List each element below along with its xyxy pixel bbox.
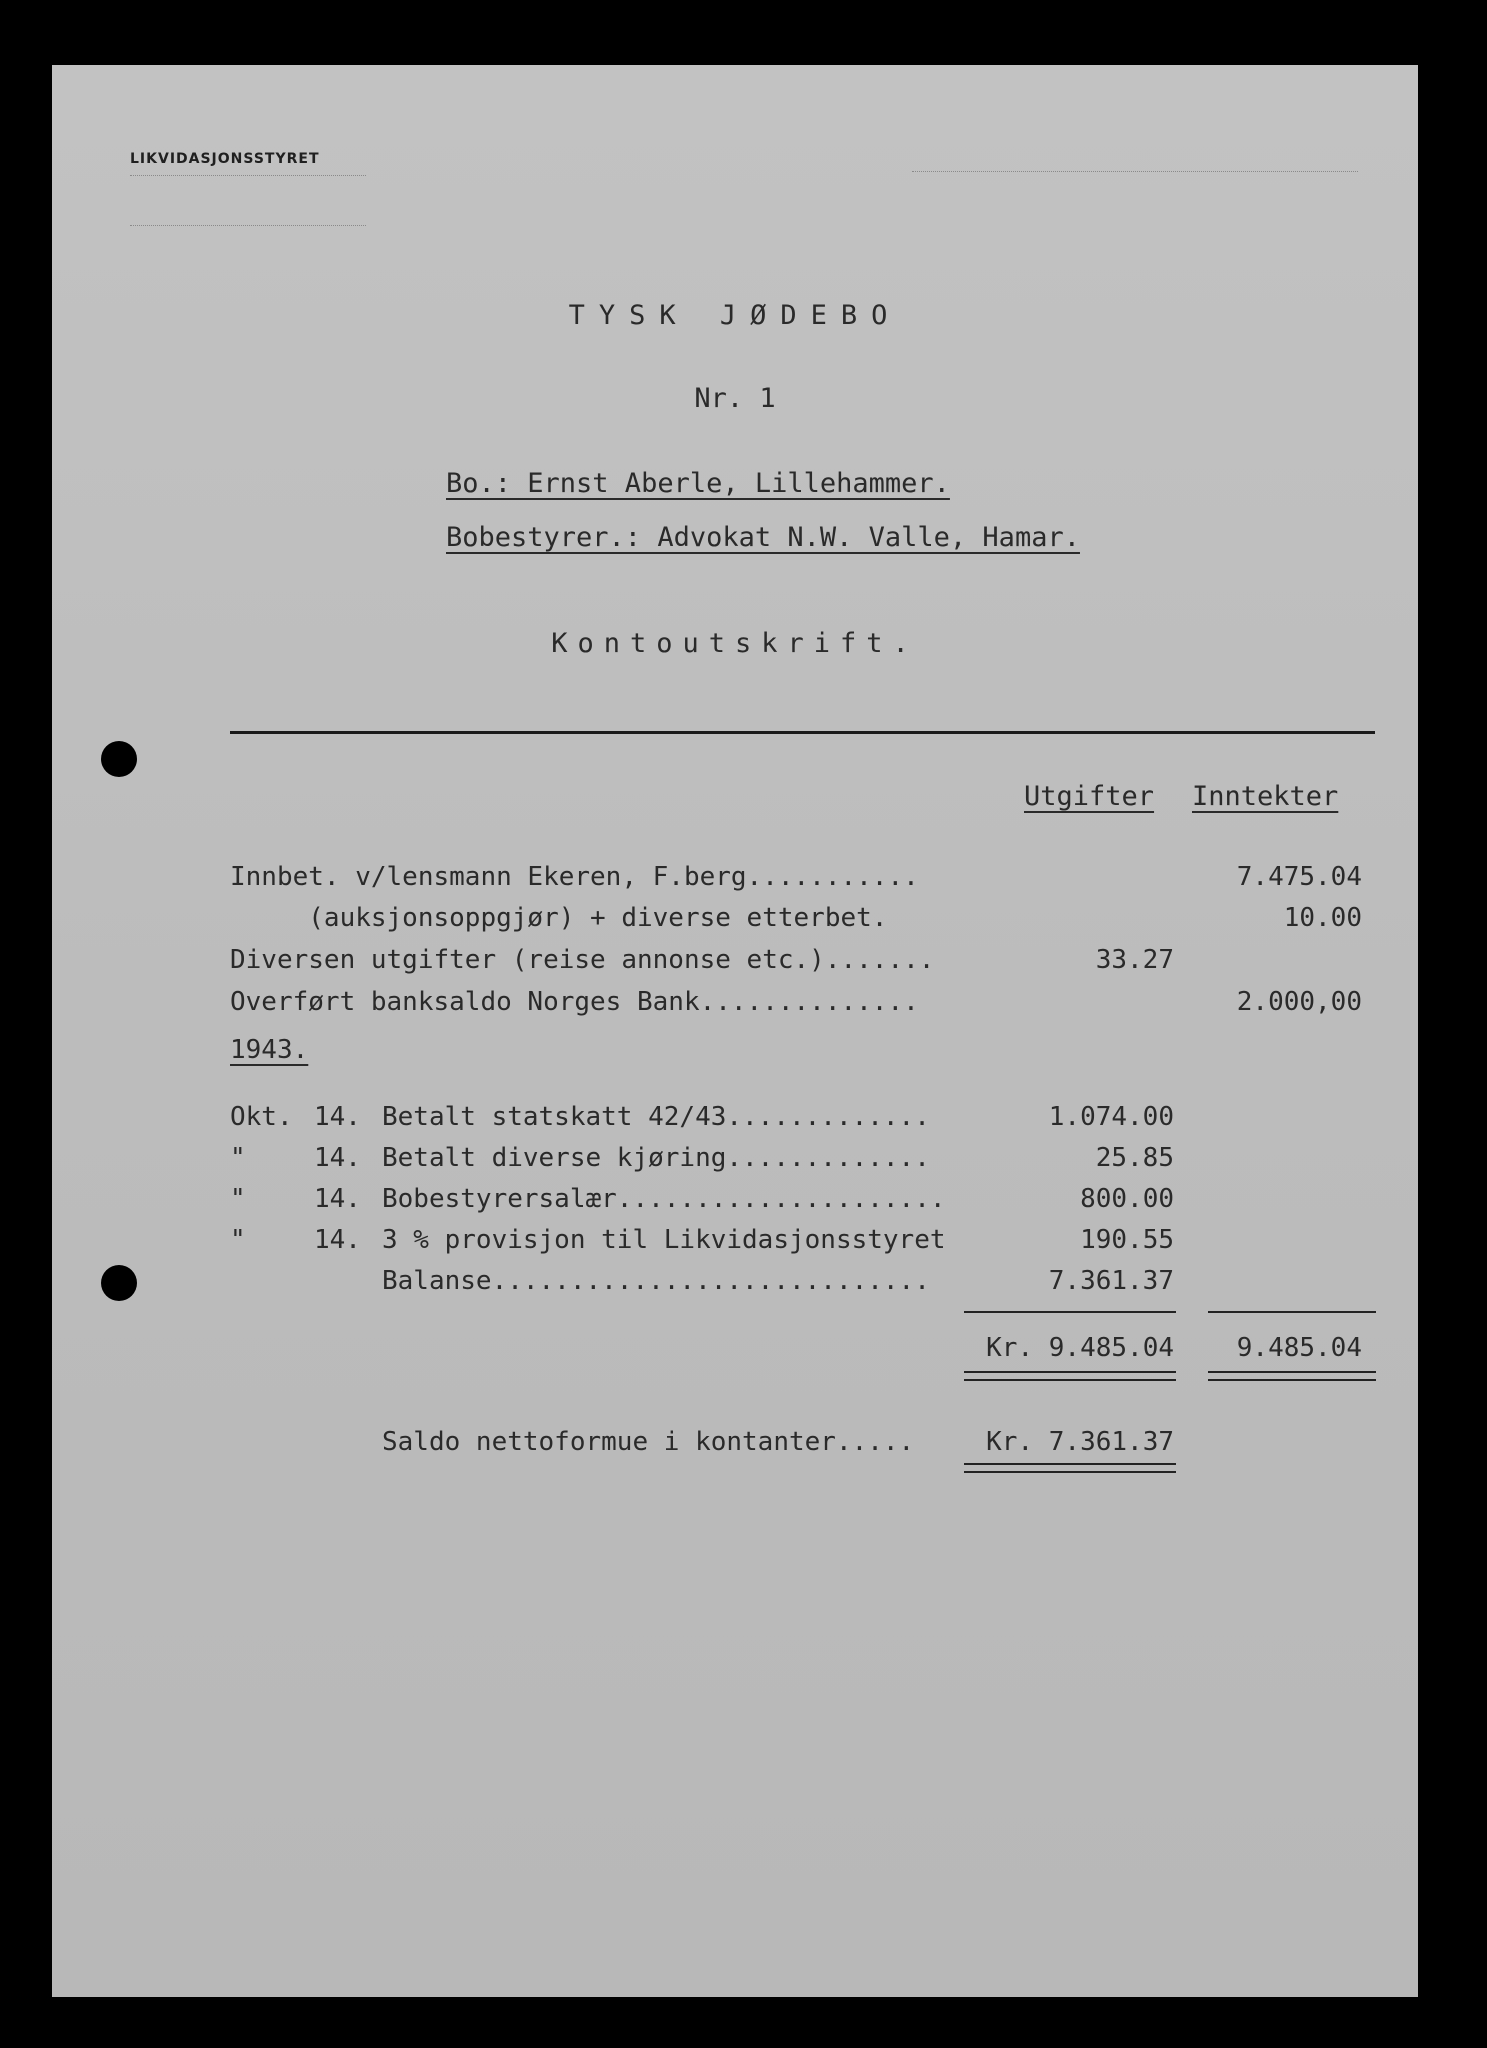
row-text: 3 % provisjon til Likvidasjonsstyret (382, 1225, 946, 1255)
net-balance-label: Saldo nettoformue i kontanter..... (382, 1427, 915, 1457)
income-header: Inntekter (1192, 781, 1339, 812)
net-double-rule (964, 1463, 1176, 1473)
punch-hole (101, 741, 137, 777)
row-date: " (230, 1225, 246, 1255)
header-dotted-line (912, 171, 1358, 172)
row-expense: 33.27 (1095, 945, 1174, 975)
row-text: Bobestyrersalær..................... (382, 1184, 946, 1214)
total-double-rule (964, 1371, 1176, 1381)
row-text: Betalt diverse kjøring............. (382, 1143, 930, 1173)
sum-rule (964, 1311, 1176, 1313)
header-dotted-line (130, 175, 366, 176)
row-day: 14. (314, 1102, 361, 1132)
statement-title: Kontoutskrift. (551, 628, 919, 659)
row-text: Overført banksaldo Norges Bank.............. (230, 987, 919, 1017)
document-number: Nr. 1 (694, 383, 776, 414)
row-income: 2.000,00 (1236, 987, 1362, 1017)
section-rule (230, 731, 1375, 734)
row-day: 14. (314, 1184, 361, 1214)
net-balance-value: Kr. 7.361.37 (986, 1427, 1174, 1457)
year-heading: 1943. (230, 1035, 309, 1065)
total-income: 9.485.04 (1236, 1333, 1362, 1363)
row-text: Betalt statskatt 42/43............. (382, 1102, 930, 1132)
total-expenses: Kr. 9.485.04 (986, 1333, 1174, 1363)
administrator-line: Bobestyrer.: Advokat N.W. Valle, Hamar. (446, 522, 1080, 553)
row-income: 7.475.04 (1236, 862, 1362, 892)
row-text: (auksjonsoppgjør) + diverse etterbet. (230, 903, 888, 933)
organization-header: LIKVIDASJONSSTYRET (130, 151, 320, 167)
row-text: Innbet. v/lensmann Ekeren, F.berg........... (230, 862, 919, 892)
row-expense: 7.361.37 (1048, 1266, 1174, 1296)
row-day: 14. (314, 1143, 361, 1173)
total-double-rule (1208, 1371, 1376, 1381)
row-date: Okt. (230, 1102, 293, 1132)
row-text: Diversen utgifter (reise annonse etc.)....... (230, 945, 935, 975)
document-title: TYSK JØDEBO (568, 300, 902, 331)
row-expense: 1.074.00 (1048, 1102, 1174, 1132)
document-page (52, 65, 1418, 1997)
row-date: " (230, 1184, 246, 1214)
expenses-header: Utgifter (1024, 781, 1155, 812)
row-date: " (230, 1143, 246, 1173)
sum-rule (1208, 1311, 1376, 1313)
row-income: 10.00 (1283, 903, 1362, 933)
row-expense: 800.00 (1080, 1184, 1174, 1214)
row-text: Balanse............................ (382, 1266, 930, 1296)
punch-hole (101, 1265, 137, 1301)
header-dotted-line (130, 225, 366, 226)
row-day: 14. (314, 1225, 361, 1255)
row-expense: 25.85 (1095, 1143, 1174, 1173)
row-expense: 190.55 (1080, 1225, 1174, 1255)
estate-line: Bo.: Ernst Aberle, Lillehammer. (446, 468, 950, 499)
